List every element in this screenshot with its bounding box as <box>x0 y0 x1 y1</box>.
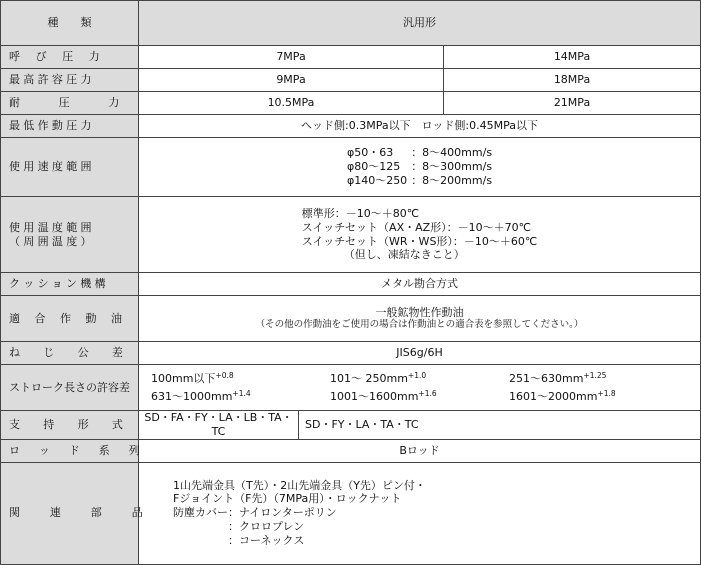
value-max-pressure-7mpa: 9MPa <box>139 69 444 92</box>
related-part-line: 1山先端金具（T先）・2山先端金具（Y先）ピン付・ <box>173 478 426 492</box>
value-max-pressure-14mpa: 18MPa <box>444 69 701 92</box>
label-temperature-line1: 使用温度範囲 <box>9 220 95 234</box>
temperature-line: （但し、凍結なきこと） <box>343 248 465 262</box>
header-type-value: 汎用形 <box>139 1 701 46</box>
stroke-range: 251～630mm <box>509 372 584 386</box>
row-proof-pressure <box>1 92 701 115</box>
label-min-operating-pressure: 最低作動圧力 <box>1 115 139 138</box>
stroke-upper: +1.8 <box>597 389 616 398</box>
temperature-line: 標準形：－10～＋80℃ <box>301 207 420 220</box>
stroke-tolerance-grid <box>139 371 700 404</box>
speed-value: ：8～200mm/s <box>411 173 493 187</box>
value-nominal-pressure-14mpa: 14MPa <box>444 46 701 69</box>
label-max-allowable-pressure: 最高許容圧力 <box>1 69 139 92</box>
label-proof-pressure: 耐 圧 力 <box>1 92 139 115</box>
header-type-label: 種 類 <box>1 1 139 46</box>
stroke-item <box>509 389 688 404</box>
stroke-range: 101～ 250mm <box>330 372 408 386</box>
label-speed-range: 使用速度範囲 <box>1 138 139 197</box>
label-temperature-line2: （周囲温度） <box>9 234 95 248</box>
row-stroke-tolerance <box>1 365 701 411</box>
header-row <box>1 1 701 46</box>
value-mounting-7mpa: SD・FA・FY・LA・LB・TA・TC <box>139 411 299 440</box>
row-max-allowable-pressure <box>1 69 701 92</box>
label-nominal-pressure: 呼 び 圧 力 <box>1 46 139 69</box>
label-rod-series: ロ ッ ド 系 列 <box>1 439 139 462</box>
related-part-line: 防塵カバー：ナイロンターポリン <box>173 506 337 520</box>
label-mounting: 支 持 形 式 <box>1 411 139 440</box>
row-nominal-pressure <box>1 46 701 69</box>
row-speed-range <box>1 138 701 197</box>
value-proof-pressure-14mpa: 21MPa <box>444 92 701 115</box>
related-part-line: ：コーネックス <box>173 533 305 547</box>
label-thread-tolerance: ね じ 公 差 <box>1 342 139 365</box>
stroke-upper: +1.0 <box>407 371 427 381</box>
row-related-parts <box>1 462 701 564</box>
stroke-range: 100mm以下 <box>151 372 216 386</box>
related-parts-list <box>173 479 426 548</box>
stroke-range: 1601～2000mm <box>509 390 598 403</box>
stroke-range: 631～1000mm <box>151 390 233 403</box>
value-fluid <box>139 296 701 342</box>
stroke-range: 1001～1600mm <box>330 390 419 403</box>
value-stroke-tolerance <box>139 365 701 411</box>
speed-bore: φ140～250 <box>346 173 408 187</box>
value-thread-tolerance: JIS6g/6H <box>139 342 701 365</box>
fluid-main: 一般鉱物性作動油 <box>375 305 464 319</box>
value-mounting-14mpa: SD・FY・LA・TA・TC <box>299 411 701 440</box>
related-part-line: ：クロロプレン <box>173 519 305 533</box>
stroke-upper: +1.4 <box>232 389 251 398</box>
temperature-list <box>302 207 538 262</box>
value-nominal-pressure-7mpa: 7MPa <box>139 46 444 69</box>
value-rod-series: Bロッド <box>139 439 701 462</box>
label-related-parts: 関 連 部 品 <box>1 462 139 564</box>
speed-bore: φ50・63 <box>346 146 394 160</box>
value-proof-pressure-7mpa: 10.5MPa <box>139 92 444 115</box>
temperature-line: スイッチセット（AX・AZ形）：－10～＋70℃ <box>301 220 532 234</box>
row-fluid <box>1 296 701 342</box>
label-cushion: クッション機構 <box>1 273 139 296</box>
row-mounting <box>1 411 701 440</box>
speed-value: ：8～400mm/s <box>411 146 493 160</box>
speed-list <box>347 146 492 187</box>
label-fluid: 適 合 作 動 油 <box>1 296 139 342</box>
stroke-item <box>330 389 509 404</box>
related-part-line: Fジョイント（F先）（7MPa用）・ロックナット <box>173 492 402 506</box>
row-cushion <box>1 273 701 296</box>
stroke-item <box>151 371 330 386</box>
row-min-operating-pressure <box>1 115 701 138</box>
stroke-item <box>151 389 330 404</box>
label-stroke-tolerance: ストローク長さの許容差 <box>1 365 139 411</box>
stroke-upper: +0.8 <box>215 371 234 381</box>
speed-value: ：8～300mm/s <box>411 160 493 174</box>
speed-bore: φ80～125 <box>346 160 401 174</box>
row-thread-tolerance <box>1 342 701 365</box>
row-rod-series <box>1 439 701 462</box>
stroke-item <box>330 371 509 386</box>
row-temperature-range <box>1 197 701 273</box>
stroke-upper: +1.6 <box>418 389 437 398</box>
stroke-item <box>509 371 688 386</box>
fluid-note: （その他の作動油をご使用の場合は作動油との適合表を参照してください。） <box>255 319 584 331</box>
label-temperature-range <box>1 197 139 273</box>
value-temperature-range <box>139 197 701 273</box>
temperature-line: スイッチセット（WR・WS形）：－10～＋60℃ <box>301 234 538 248</box>
value-cushion: メタル勘合方式 <box>139 273 701 296</box>
stroke-upper: +1.25 <box>583 371 607 381</box>
value-speed-range <box>139 138 701 197</box>
value-related-parts <box>139 462 701 564</box>
value-min-operating-pressure: ヘッド側:0.3MPa以下 ロッド側:0.45MPa以下 <box>139 115 701 138</box>
